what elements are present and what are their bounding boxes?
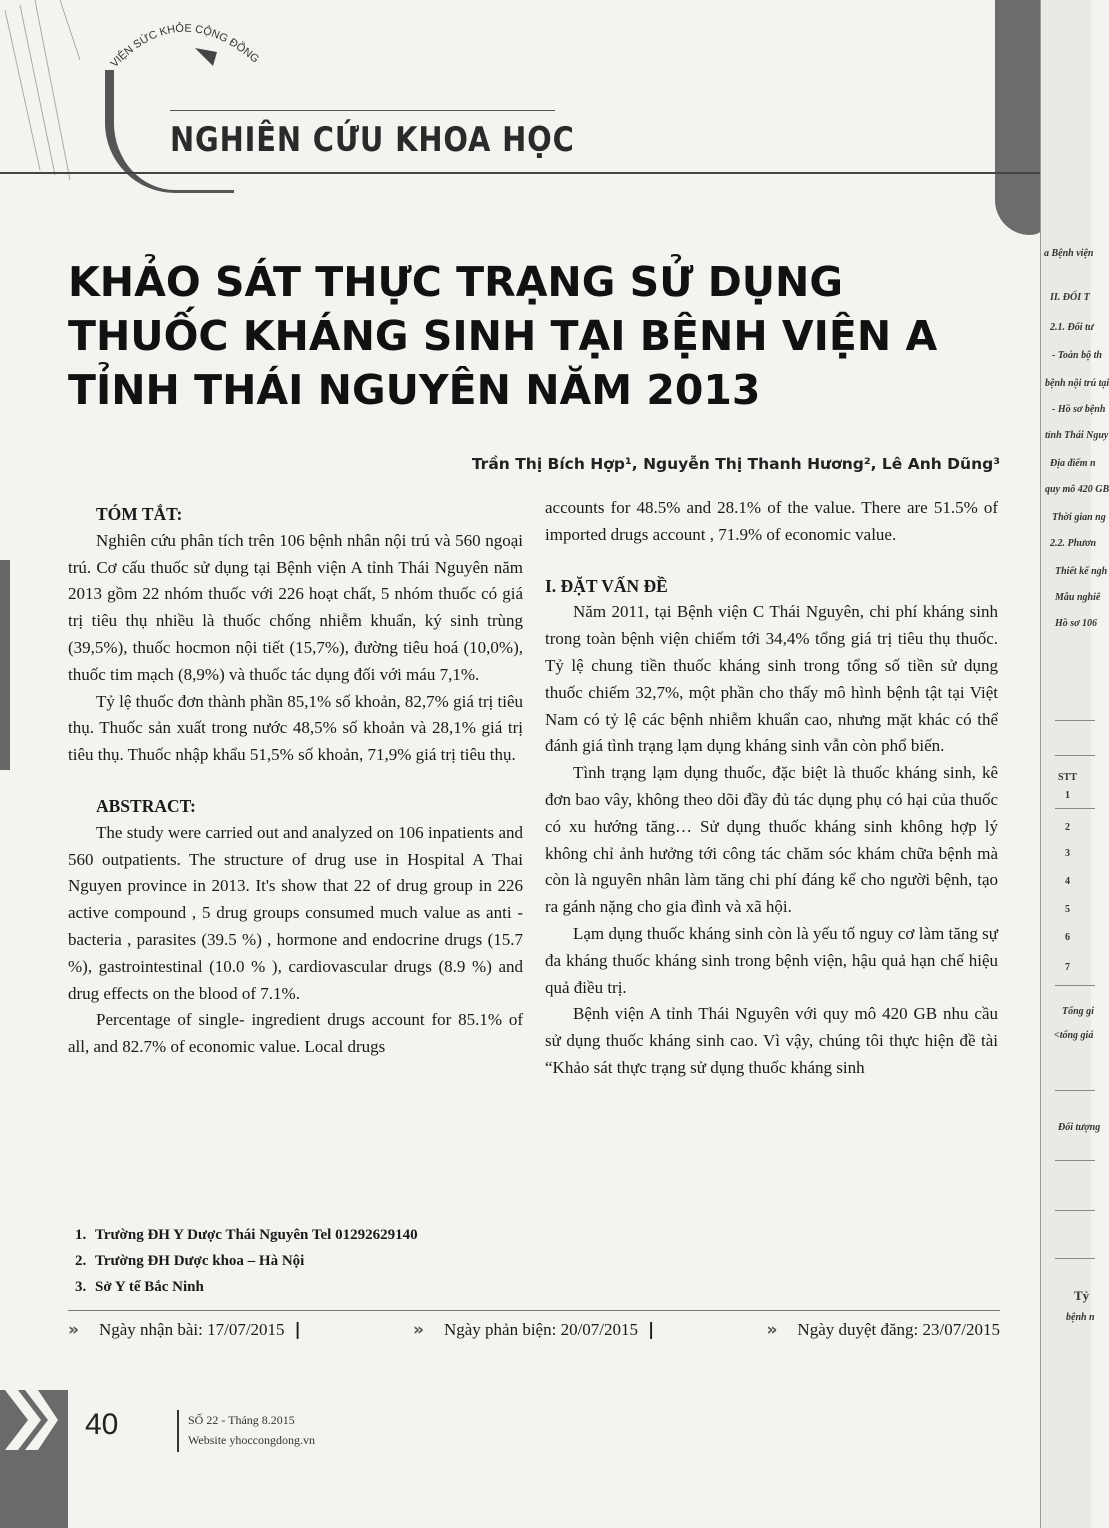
accepted-date: Ngày duyệt đăng: 23/07/2015 — [797, 1320, 1000, 1339]
right-page-fragment: Thiết kế ngh — [1055, 566, 1108, 577]
affiliation-item: 2. Trường ĐH Dược khoa – Hà Nội — [75, 1253, 305, 1269]
right-page-fragment: <tổng giá — [1054, 1030, 1094, 1041]
table-row-number: 5 — [1065, 904, 1070, 915]
dates-rule — [68, 1310, 1000, 1311]
right-page-fragment: II. ĐỐI T — [1050, 292, 1090, 303]
right-page-fragment: a Bệnh viện — [1044, 248, 1094, 259]
footer-divider — [177, 1410, 179, 1452]
right-page-fragment: Địa điểm n — [1050, 458, 1096, 469]
affiliation-item: 3. Sở Y tế Bắc Ninh — [75, 1279, 204, 1295]
title-line: TỈNH THÁI NGUYÊN NĂM 2013 — [68, 366, 761, 414]
table-rule — [1055, 1090, 1095, 1091]
svg-text:VIỆN SỨC KHỎE CỘNG ĐỒNG: VIỆN SỨC KHỎE CỘNG ĐỒNG — [108, 22, 262, 71]
body-paragraph: Năm 2011, tại Bệnh viện C Thái Nguyên, chi phí kháng sinh trong toàn bệnh viện chiếm tới 34,4% tổng giá trị tiêu thụ thuốc. Tỷ lệ chung tiền thuốc kháng sinh trong tổng số tiền sử dụng thuốc chiếm 32,7%, một phần cho thấy mô hình bệnh tật tại Việt Nam có tỷ lệ các bệnh nhiễm khuẩn cao, nhưng mặt khác có thể đánh giá tình trạng lạm dụng kháng sinh vẫn còn phổ biến. — [545, 602, 998, 756]
introduction-heading: I. ĐẶT VẤN ĐỀ — [545, 575, 668, 596]
right-page-fragment: tỉnh Thái Nguy — [1045, 430, 1109, 441]
body-paragraph: Lạm dụng thuốc kháng sinh còn là yếu tố nguy cơ làm tăng sự đa kháng thuốc kháng sinh trong bệnh viện, hậu quả hạn chế hiệu quả điều trị. — [545, 923, 998, 997]
table-rule — [1055, 808, 1095, 809]
summary-paragraph: Tỷ lệ thuốc đơn thành phần 85,1% số khoản, 82,7% giá trị tiêu thụ. Thuốc sản xuất trong nước 48,5% số khoản và 28,1% giá trị tiêu thụ. Thuốc nhập khẩu 51,5% số khoản, 71,9% giá trị tiêu thụ. — [68, 691, 523, 765]
publication-dates: » Ngày nhận bài: 17/07/2015 | » Ngày phản biện: 20/07/2015 | » Ngày duyệt đăng: 23/07/2015 — [68, 1320, 1000, 1340]
right-page-fragment: - Hồ sơ bệnh — [1052, 404, 1106, 415]
summary-heading: TÓM TẮT: — [96, 504, 183, 524]
right-page-fragment: 2.1. Đối tư — [1050, 322, 1094, 333]
title-line: THUỐC KHÁNG SINH TẠI BỆNH VIỆN A — [68, 312, 938, 360]
website: Website yhoccongdong.vn — [188, 1433, 316, 1447]
ink-blot-left — [0, 560, 10, 770]
chevron-right-icon — [0, 1380, 58, 1460]
table-row-number: 2 — [1065, 822, 1070, 833]
right-page-fragment: Tỷ — [1074, 1288, 1090, 1303]
right-page-fragment: Mẫu nghiê — [1055, 592, 1101, 603]
right-column — [545, 495, 998, 1082]
table-row-number: 6 — [1065, 932, 1070, 943]
double-chevron-icon: » — [68, 1320, 79, 1340]
double-chevron-icon: » — [766, 1320, 778, 1340]
right-page-fragment: bệnh nội trú tại — [1045, 378, 1109, 389]
right-page-fragment: quy mô 420 GB — [1045, 484, 1109, 495]
right-page-fragment: Hồ sơ 106 — [1055, 618, 1098, 629]
right-page-fragment: - Toàn bộ th — [1052, 350, 1102, 361]
header-rule — [0, 172, 1040, 174]
right-page-fragment: bệnh n — [1066, 1312, 1095, 1323]
issue-info — [188, 1410, 315, 1450]
right-page-fragment: Đối tượng — [1058, 1122, 1101, 1133]
author-list: Trần Thị Bích Hợp¹, Nguyễn Thị Thanh Hương², Lê Anh Dũng³ — [471, 455, 1000, 473]
title-line: KHẢO SÁT THỰC TRẠNG SỬ DỤNG — [68, 258, 844, 306]
received-date: Ngày nhận bài: 17/07/2015 — [98, 1320, 285, 1339]
abstract-heading: ABSTRACT: — [96, 795, 196, 816]
left-column — [68, 495, 523, 1061]
table-header-stt: STT — [1058, 772, 1077, 783]
abstract-paragraph: The study were carried out and analyzed on 106 inpatients and 560 outpatients. The structure of drug use in Hospital A Thai Nguyen province in 2013. It's show that 22 of drug group in 226 active compound , 5 drug groups consumed much value as anti -bacteria , parasites (39.5 %) , hormone and endocrine drugs (15.7 %), gastrointestinal (10.0 % ), cardiovascular drugs (8.9 %) and drug effects on the blood of 7.1%. — [68, 822, 523, 1003]
table-rule — [1055, 720, 1095, 721]
table-rule — [1055, 985, 1095, 986]
reviewed-date: Ngày phản biện: 20/07/2015 — [443, 1320, 639, 1339]
table-rule — [1055, 1160, 1095, 1161]
article-title — [68, 255, 937, 417]
affiliations — [75, 1222, 418, 1300]
section-title: NGHIÊN CỨU KHOA HỌC — [170, 120, 575, 160]
abstract-paragraph: Percentage of single- ingredient drugs account for 85.1% of all, and 82.7% of economic value. Local drugs — [68, 1010, 523, 1057]
table-rule — [1055, 1210, 1095, 1211]
issue-number: SỐ 22 - Tháng 8.2015 — [188, 1413, 295, 1427]
right-page-fragment: 2.2. Phươn — [1050, 538, 1097, 549]
page-number: 40 — [85, 1408, 119, 1441]
affiliation-item: 1. Trường ĐH Y Dược Thái Nguyên Tel 01292629140 — [75, 1227, 418, 1243]
header-top-rule — [170, 110, 555, 111]
right-page-fragment: Thời gian ng — [1052, 512, 1106, 523]
abstract-continuation: accounts for 48.5% and 28.1% of the value. There are 51.5% of imported drugs account , 71.9% of economic value. — [545, 498, 998, 544]
table-row-number: 4 — [1065, 876, 1070, 887]
body-paragraph: Bệnh viện A tỉnh Thái Nguyên với quy mô 420 GB nhu cầu sử dụng thuốc kháng sinh cao. Vì vậy, chúng tôi thực hiện đề tài “Khảo sát thực trạng sử dụng thuốc kháng sinh — [545, 1004, 998, 1077]
right-page-fragment: Tổng gi — [1062, 1006, 1094, 1017]
summary-paragraph: Nghiên cứu phân tích trên 106 bệnh nhân nội trú và 560 ngoại trú. Cơ cấu thuốc sử dụng tại Bệnh viện A tỉnh Thái Nguyên năm 2013 gồm 22 nhóm thuốc với 226 hoạt chất, 5 nhóm thuốc có giá trị tiêu thụ nhiều là thuốc chống nhiễm khuẩn, ký sinh trùng (39,5%), thuốc hocmon nội tiết (15,7%), đường tiêu hoá (10,0%), thuốc tim mạch (8,9%) và thuốc tác dụng đối với máu 7,1%. — [68, 530, 523, 684]
table-row-number: 1 — [1065, 790, 1070, 801]
table-rule — [1055, 1258, 1095, 1259]
double-chevron-icon: » — [412, 1320, 424, 1340]
table-row-number: 7 — [1065, 962, 1070, 973]
body-paragraph: Tình trạng lạm dụng thuốc, đặc biệt là thuốc kháng sinh, kê đơn bao vây, không theo dõi đầy đủ tác dụng phụ có hại của thuốc có xu hướng tăng… Sử dụng thuốc kháng sinh không hợp lý không chỉ ảnh hưởng tới công tác chăm sóc khám chữa bệnh mà còn là nguyên nhân làm tăng chi phí đáng kể cho người bệnh, tạo ra gánh nặng cho gia đình và xã hội. — [545, 763, 998, 917]
institute-logo — [95, 8, 265, 78]
table-rule — [1055, 755, 1095, 756]
scratch-marks — [0, 0, 110, 180]
table-row-number: 3 — [1065, 848, 1070, 859]
